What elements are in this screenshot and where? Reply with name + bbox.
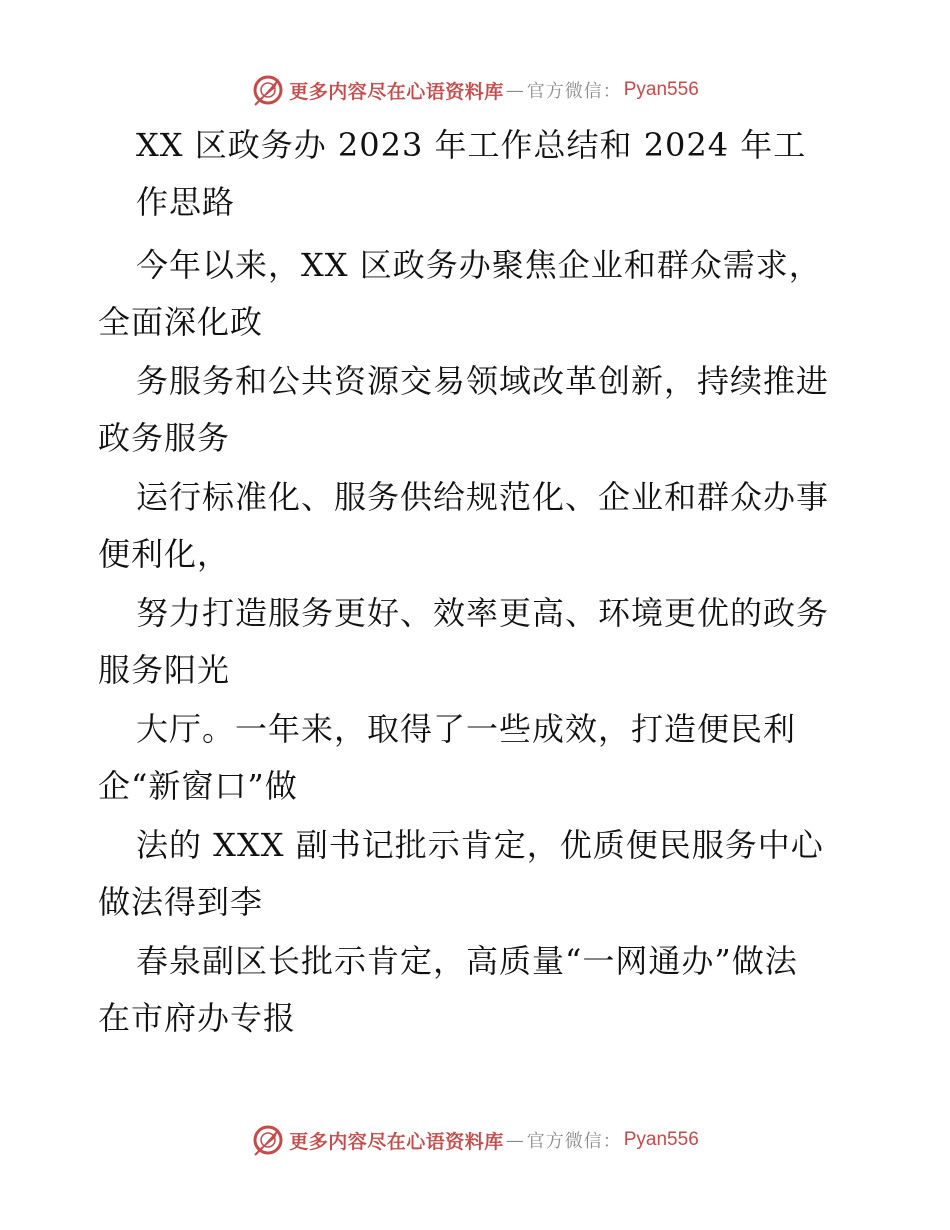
quill-seal-logo-icon [251,73,285,107]
footer-watermark [0,1120,950,1160]
watermark-dash: — [505,79,525,101]
body-line: 做法得到李 [98,883,264,921]
quill-seal-logo-icon [251,1123,285,1157]
watermark-account: Pyan556 [623,1129,699,1150]
body-line: 春泉副区长批示肯定，高质量“一网通办”做法 [136,942,798,980]
title-line-2: 作思路 [136,183,236,221]
body-line: 政务服务 [98,419,231,457]
body-line: 全面深化政 [98,303,264,341]
watermark-label: 官方微信： [526,1131,622,1152]
body-line: 服务阳光 [98,651,231,689]
body-line: 今年以来，XX 区政务办聚焦企业和群众需求， [136,246,822,284]
body-line: 运行标准化、服务供给规范化、企业和群众办事 [136,478,830,516]
title-line-1: XX 区政务办 2023 年工作总结和 2024 年工 [136,126,807,164]
watermark-account: Pyan556 [623,79,699,100]
watermark-text: 更多内容尽在心语资料库 [289,80,504,103]
body-line: 务服务和公共资源交易领域改革创新，持续推进 [136,362,830,400]
body-line: 便利化， [98,535,231,573]
watermark-label: 官方微信： [526,81,622,102]
body-line: 努力打造服务更好、效率更高、环境更优的政务 [136,594,830,632]
body-line: 法的 XXX 副书记批示肯定，优质便民服务中心 [136,826,824,864]
body-line: 企“新窗口”做 [98,767,298,805]
body-line: 在市府办专报 [98,999,297,1037]
watermark-text: 更多内容尽在心语资料库 [289,1130,504,1153]
header-watermark [0,70,950,110]
watermark-dash: — [505,1129,525,1151]
body-line: 大厅。一年来，取得了一些成效，打造便民利 [136,710,797,748]
